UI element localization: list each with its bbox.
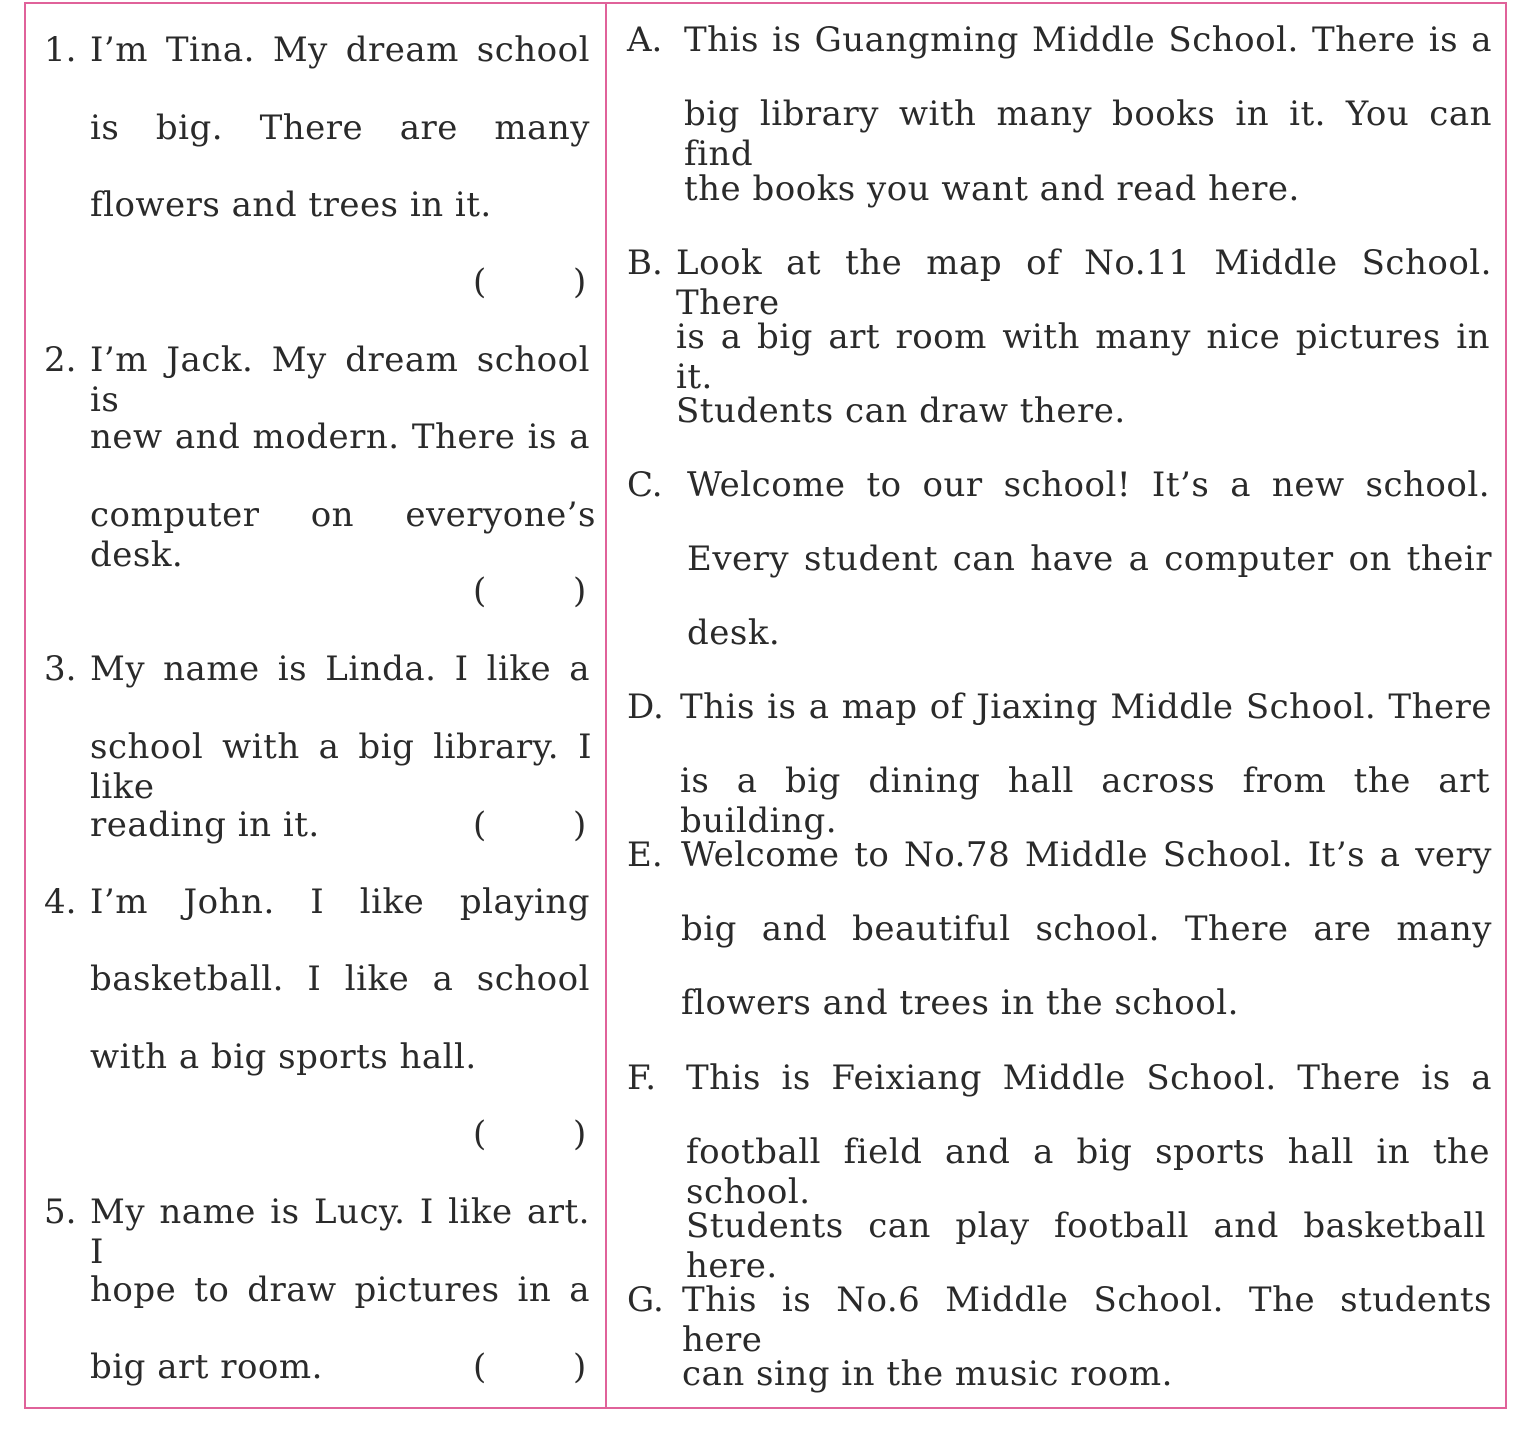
item-text-line: I’m John. I like playing [90, 882, 590, 922]
option-text-line: Every student can have a computer on their [687, 539, 1492, 579]
answer-paren-open[interactable]: ( [473, 1347, 487, 1387]
option-letter: E. [627, 835, 663, 875]
option-text-line: Welcome to No.78 Middle School. It’s a very [681, 835, 1492, 875]
item-text-line: basketball. I like a school [90, 959, 590, 999]
item-text-line: computer on everyone’s desk. [90, 495, 596, 575]
option-text-line: flowers and trees in the school. [681, 983, 1239, 1023]
option-letter: A. [627, 20, 663, 60]
option-text-line: the books you want and read here. [684, 169, 1300, 209]
option-letter: B. [627, 243, 663, 283]
option-text-line: Welcome to our school! It’s a new school. [687, 465, 1490, 505]
option-text-line: This is No.6 Middle School. The students here [682, 1280, 1492, 1360]
answer-paren-open[interactable]: ( [473, 805, 487, 845]
answer-paren-close[interactable]: ) [573, 1114, 587, 1154]
item-text-line: My name is Lucy. I like art. I [90, 1192, 590, 1272]
option-text-line: This is a map of Jiaxing Middle School. There [680, 687, 1492, 727]
option-text-line: desk. [687, 613, 781, 653]
item-text-line: school with a big library. I like [90, 727, 592, 807]
item-number: 1. [44, 30, 77, 70]
option-text-line: can sing in the music room. [682, 1354, 1173, 1394]
answer-paren-close[interactable]: ) [573, 805, 587, 845]
option-text-line: Students can play football and basketball here. [686, 1206, 1486, 1286]
item-text-line: is big. There are many [90, 108, 590, 148]
option-letter: C. [627, 465, 663, 505]
option-text-line: This is Guangming Middle School. There is a [684, 20, 1492, 60]
item-number: 2. [44, 340, 77, 380]
answer-paren-close[interactable]: ) [573, 571, 587, 611]
option-text-line: is a big dining hall across from the art building. [680, 761, 1490, 841]
option-text-line: This is Feixiang Middle School. There is a [686, 1058, 1492, 1098]
item-text-line: big art room. [90, 1347, 323, 1387]
item-text-line: new and modern. There is a [90, 417, 590, 457]
answer-paren-open[interactable]: ( [473, 262, 487, 302]
column-divider [605, 2, 607, 1409]
item-text-line: My name is Linda. I like a [90, 649, 590, 689]
item-text-line: I’m Jack. My dream school is [90, 340, 590, 420]
option-text-line: big and beautiful school. There are many [681, 909, 1492, 949]
answer-paren-close[interactable]: ) [573, 262, 587, 302]
option-text-line: big library with many books in it. You can find [684, 94, 1492, 174]
option-letter: D. [627, 687, 664, 727]
option-text-line: Look at the map of No.11 Middle School. There [676, 243, 1492, 323]
option-letter: F. [627, 1058, 657, 1098]
item-text-line: hope to draw pictures in a [90, 1270, 590, 1310]
answer-paren-close[interactable]: ) [573, 1347, 587, 1387]
item-text-line: reading in it. [90, 805, 320, 845]
answer-paren-open[interactable]: ( [473, 571, 487, 611]
option-letter: G. [627, 1280, 664, 1320]
item-number: 5. [44, 1192, 77, 1232]
item-text-line: with a big sports hall. [90, 1037, 477, 1077]
option-text-line: Students can draw there. [676, 391, 1126, 431]
option-text-line: football field and a big sports hall in the school. [686, 1132, 1490, 1212]
item-number: 4. [44, 882, 77, 922]
answer-paren-open[interactable]: ( [473, 1114, 487, 1154]
option-text-line: is a big art room with many nice pictures in it. [676, 317, 1490, 397]
item-number: 3. [44, 649, 77, 689]
item-text-line: I’m Tina. My dream school [90, 30, 590, 70]
item-text-line: flowers and trees in it. [90, 185, 492, 225]
